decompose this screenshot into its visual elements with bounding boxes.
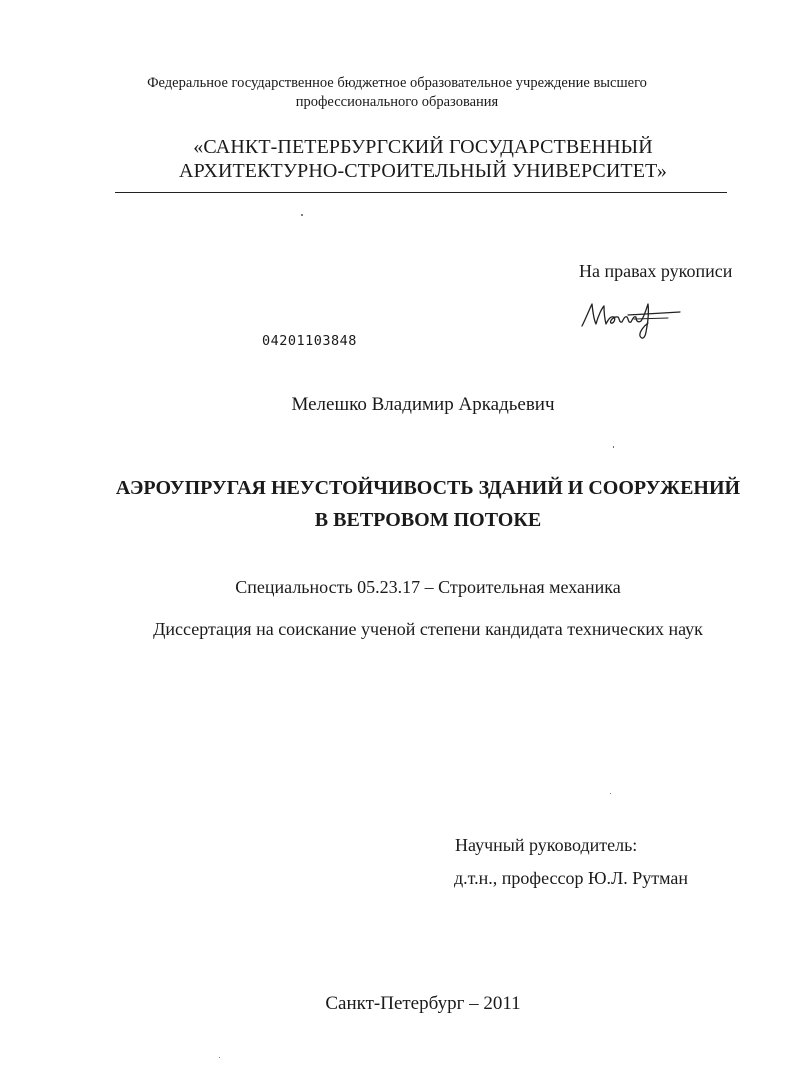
- city-year: Санкт-Петербург – 2011: [325, 993, 521, 1014]
- dissertation-title-line-2: В ВЕТРОВОМ ПОТОКЕ: [314, 509, 542, 531]
- institution-line-1: Федеральное государственное бюджетное образовательное учреждение высшего: [147, 75, 647, 91]
- institution-line-2: профессионального образования: [295, 94, 499, 110]
- handwritten-signature: [578, 290, 688, 346]
- scan-speck: [613, 446, 614, 448]
- scan-speck: [610, 793, 611, 794]
- catalog-code: 04201103848: [262, 333, 357, 349]
- author-name: Мелешко Владимир Аркадьевич: [291, 394, 555, 415]
- scan-speck: [301, 214, 303, 216]
- header-divider: [115, 192, 727, 193]
- rights-note: На правах рукописи: [579, 261, 733, 281]
- specialty-line: Специальность 05.23.17 – Строительная механика: [235, 577, 621, 597]
- university-name-line-2: АРХИТЕКТУРНО-СТРОИТЕЛЬНЫЙ УНИВЕРСИТЕТ»: [179, 160, 667, 182]
- dissertation-note: Диссертация на соискание ученой степени кандидата технических наук: [153, 619, 703, 639]
- supervisor-label: Научный руководитель:: [455, 835, 638, 855]
- scan-speck: [219, 1057, 220, 1058]
- university-name-line-1: «САНКТ-ПЕТЕРБУРГСКИЙ ГОСУДАРСТВЕННЫЙ: [193, 136, 653, 158]
- dissertation-title-line-1: АЭРОУПРУГАЯ НЕУСТОЙЧИВОСТЬ ЗДАНИЙ И СООРУЖЕНИЙ: [115, 477, 741, 499]
- supervisor-name: д.т.н., профессор Ю.Л. Рутман: [454, 868, 688, 888]
